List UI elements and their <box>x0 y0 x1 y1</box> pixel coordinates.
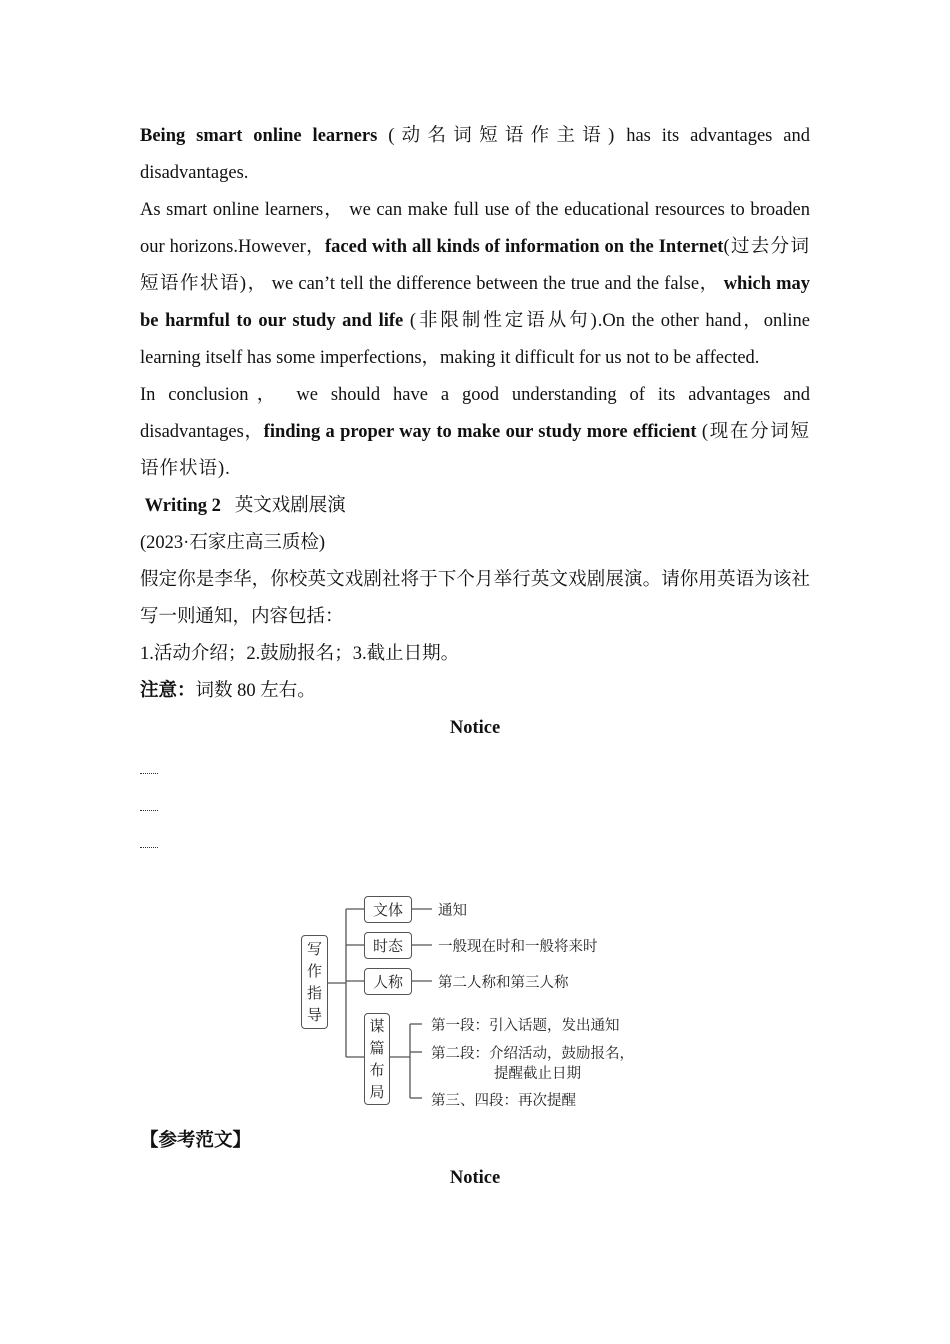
task-items: 1.活动介绍；2.鼓励报名；3.截止日期。 <box>140 644 460 664</box>
note-label: 注意： <box>140 681 196 701</box>
bold-phrase: finding a proper way to make our study more efficient <box>263 422 697 442</box>
task-note <box>140 673 810 710</box>
sentence-text: ， we can’t tell the difference between the true and the false， <box>247 274 719 294</box>
paragraph-2 <box>140 192 810 377</box>
writing-heading <box>140 488 810 525</box>
notice-title: Notice <box>449 718 501 738</box>
reference-title: Notice <box>449 1168 501 1188</box>
reference-label: 【参考范文】 <box>140 1131 252 1151</box>
sentence-text: In conclusion， we should have a good understanding of its advantages and disadvantages， <box>140 385 810 442</box>
sentence-text: has its advantages and disadvantages. <box>140 126 810 183</box>
layout-char: 局 <box>369 1083 385 1101</box>
paragraph-3 <box>140 377 810 488</box>
person-box: 人称 <box>364 968 412 995</box>
sentence-text: As smart online learners， we can make full use of the educational resources to broaden our horizons.However， <box>140 200 810 257</box>
bold-phrase: faced with all kinds of information on the Internet <box>324 237 724 257</box>
answer-line[interactable] <box>140 747 810 784</box>
tense-box: 时态 <box>364 932 412 959</box>
sentence-text: .On the other hand，online learning itself has some imperfections，making it difficult for us not to be affected. <box>140 311 811 368</box>
layout-paragraph-2-cont: 提醒截止日期 <box>494 1066 581 1082</box>
layout-paragraph-3: 第三、四段：再次提醒 <box>431 1093 576 1109</box>
root-char: 指 <box>306 984 322 1002</box>
writing-topic: 英文戏剧展演 <box>234 496 346 516</box>
style-box: 文体 <box>364 896 412 923</box>
grammar-note: (动名词短语作主语) <box>388 126 616 146</box>
root-char: 写 <box>306 940 322 958</box>
root-char: 导 <box>306 1006 322 1024</box>
writing-label: Writing 2 <box>144 496 221 516</box>
layout-paragraph-2: 第二段：介绍活动，鼓励报名， <box>431 1046 634 1062</box>
reference-section <box>140 1123 810 1197</box>
tense-value: 一般现在时和一般将来时 <box>438 939 598 955</box>
paragraph-1 <box>140 118 810 192</box>
grammar-note: (现在分词短语作状语) <box>140 422 810 479</box>
person-value: 第二人称和第三人称 <box>438 975 569 991</box>
bold-phrase: which may be harmful to our study and life <box>140 274 810 331</box>
note-text: 词数 80 左右。 <box>195 681 316 701</box>
answer-line[interactable] <box>140 821 810 858</box>
root-box-writing-guide <box>301 935 328 1029</box>
grammar-note: (过去分词短语作状语) <box>140 237 810 294</box>
layout-paragraph-1: 第一段：引入话题，发出通知 <box>431 1018 620 1034</box>
sentence-text: . <box>225 459 230 479</box>
document-body <box>140 118 810 858</box>
layout-char: 篇 <box>369 1039 385 1057</box>
source-line: (2023·石家庄高三质检) <box>140 533 325 553</box>
layout-char: 谋 <box>369 1017 385 1035</box>
root-char: 作 <box>306 962 322 980</box>
answer-line[interactable] <box>140 784 810 821</box>
layout-box <box>364 1013 390 1105</box>
task-prompt: 假定你是李华，你校英文戏剧社将于下个月举行英文戏剧展演。请你用英语为该社写一则通知，内容包括： <box>140 570 810 627</box>
layout-char: 布 <box>369 1061 385 1079</box>
grammar-note: (非限制性定语从句) <box>409 311 598 331</box>
bold-phrase: Being smart online learners <box>140 126 378 146</box>
style-value: 通知 <box>438 903 467 919</box>
writing-guide-diagram <box>298 893 668 1115</box>
diagram-connectors <box>298 893 668 1115</box>
